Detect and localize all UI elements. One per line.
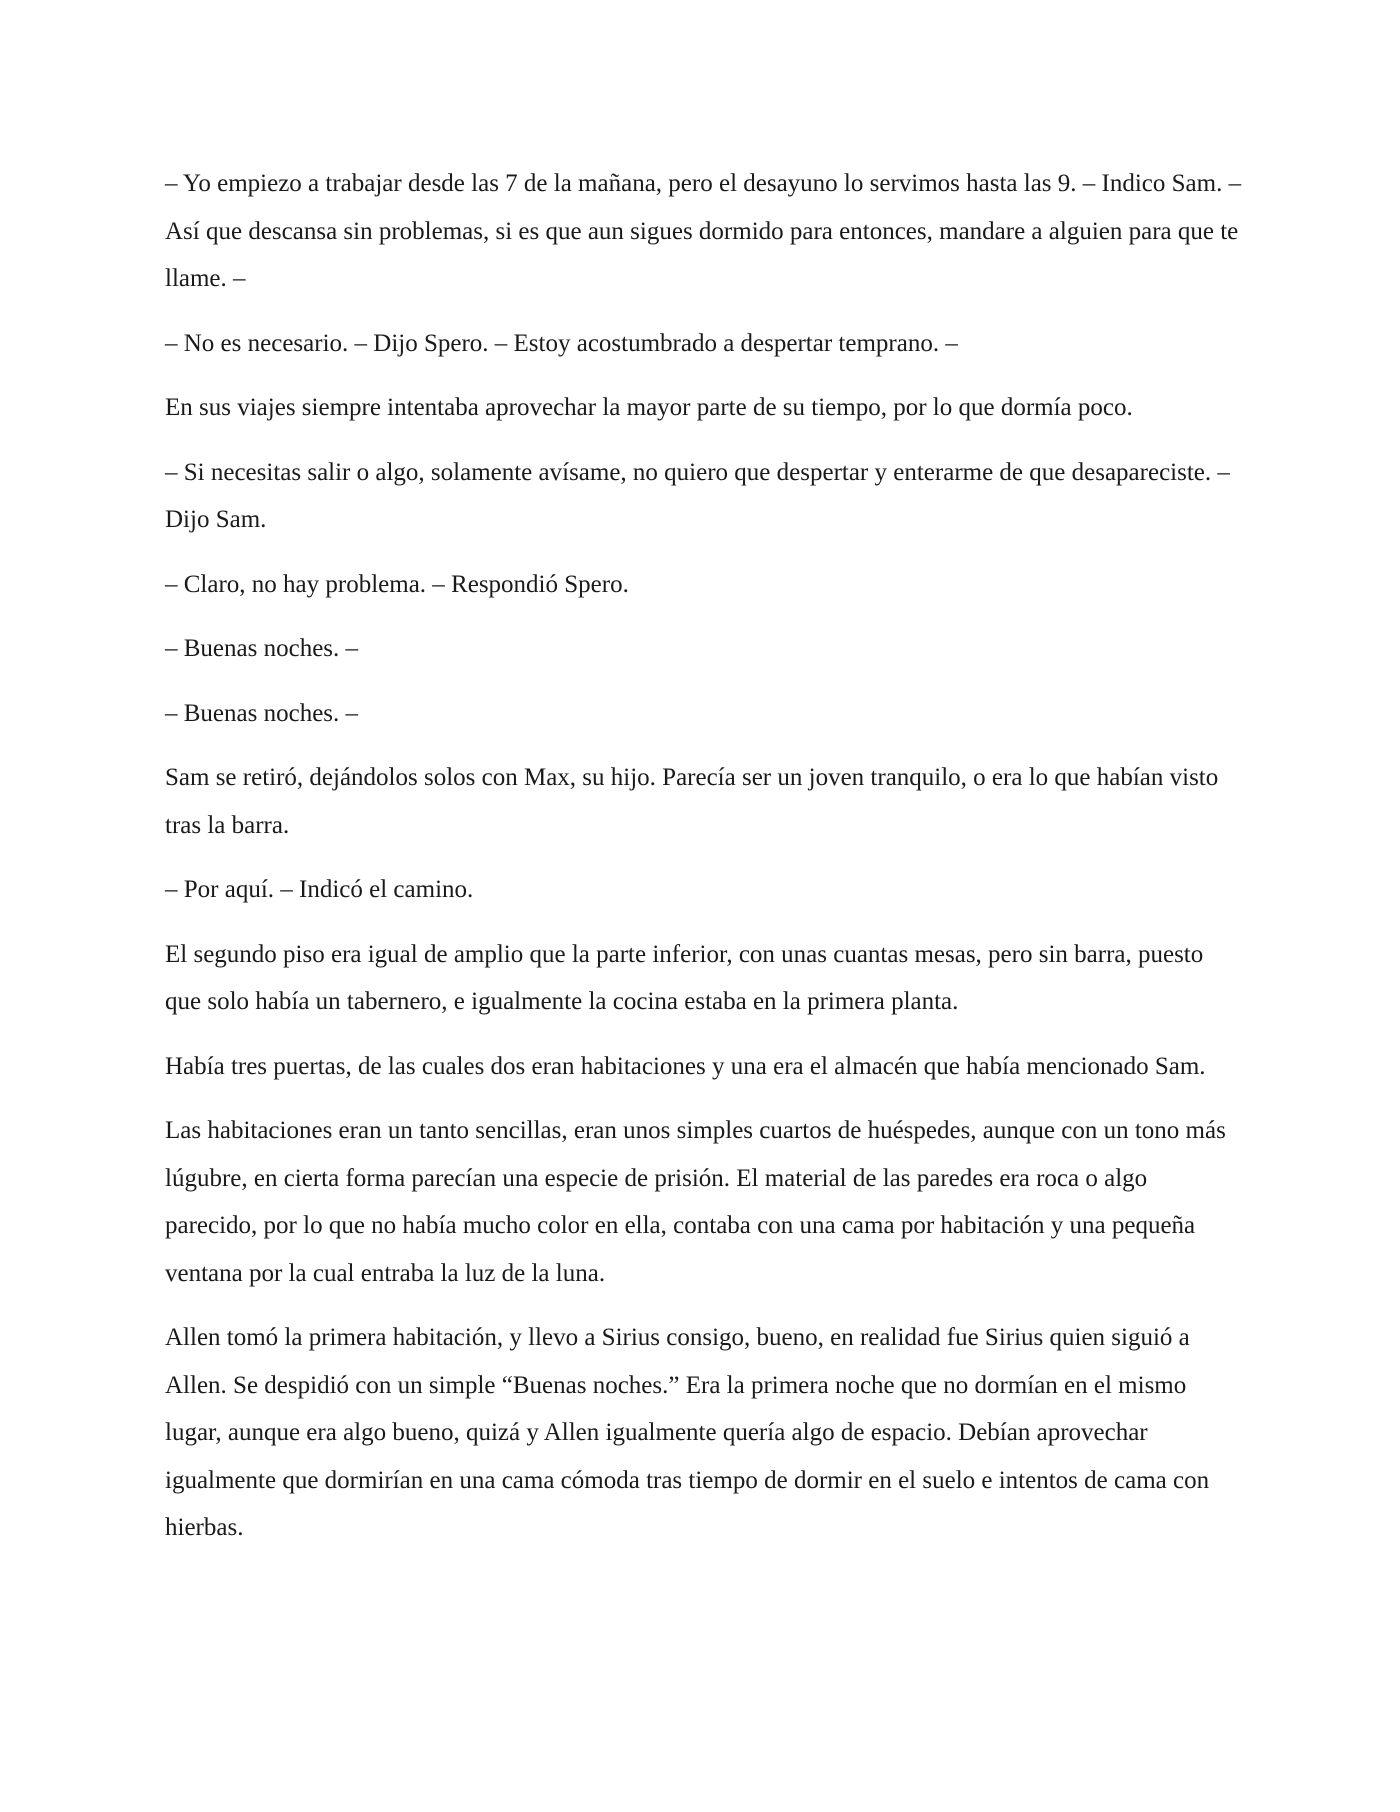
- paragraph-6: – Buenas noches. –: [165, 635, 359, 662]
- paragraph-13: Allen tomó la primera habitación, y llevo a Sirius consigo, bueno, en realidad fue Sirius quien siguió a Allen. Se despidió con un simple “Buenas noches.” Era la primera noche que no dormían en el mismo lugar, aunque era algo bueno, quizá y Allen igualmente quería algo de espacio. Debían aprovechar igualmente que dormirían en una cama cómoda tras tiempo de dormir en el suelo e intentos de cama con hierbas.: [165, 1324, 1210, 1541]
- paragraph-1: – Yo empiezo a trabajar desde las 7 de la mañana, pero el desayuno lo servimos hasta las 9. – Indico Sam. – Así que descansa sin problemas, si es que aun sigues dormido para entonces, mandare a alguien para que te llame. –: [165, 170, 1242, 292]
- paragraph-12: Las habitaciones eran un tanto sencillas, eran unos simples cuartos de huéspedes, aunque con un tono más lúgubre, en cierta forma parecían una especie de prisión. El material de las paredes era roca o algo parecido, por lo que no había mucho color en ella, contaba con una cama por habitación y una pequeña ventana por la cual entraba la luz de la luna.: [165, 1117, 1226, 1287]
- paragraph-3: En sus viajes siempre intentaba aprovechar la mayor parte de su tiempo, por lo que dormía poco.: [165, 394, 1133, 421]
- paragraph-7: – Buenas noches. –: [165, 699, 359, 727]
- paragraph-10: El segundo piso era igual de amplio que la parte inferior, con unas cuantas mesas, pero sin barra, puesto que solo había un tabernero, e igualmente la cocina estaba en la primera planta.: [165, 940, 1204, 1015]
- paragraph-8: Sam se retiró, dejándolos solos con Max, su hijo. Parecía ser un joven tranquilo, o era lo que habían visto tras la barra.: [165, 764, 1219, 839]
- paragraph-2: – No es necesario. – Dijo Spero. – Estoy acostumbrado a despertar temprano. –: [165, 329, 958, 357]
- paragraph-5: – Claro, no hay problema. – Respondió Spero.: [165, 570, 629, 598]
- paragraph-9: – Por aquí. – Indicó el camino.: [165, 876, 474, 903]
- body-text: [165, 160, 1245, 1569]
- paragraph-4: – Si necesitas salir o algo, solamente avísame, no quiero que despertar y enterarme de que desapareciste. – Dijo Sam.: [165, 458, 1230, 533]
- paragraph-11: Había tres puertas, de las cuales dos eran habitaciones y una era el almacén que había mencionado Sam.: [165, 1052, 1206, 1080]
